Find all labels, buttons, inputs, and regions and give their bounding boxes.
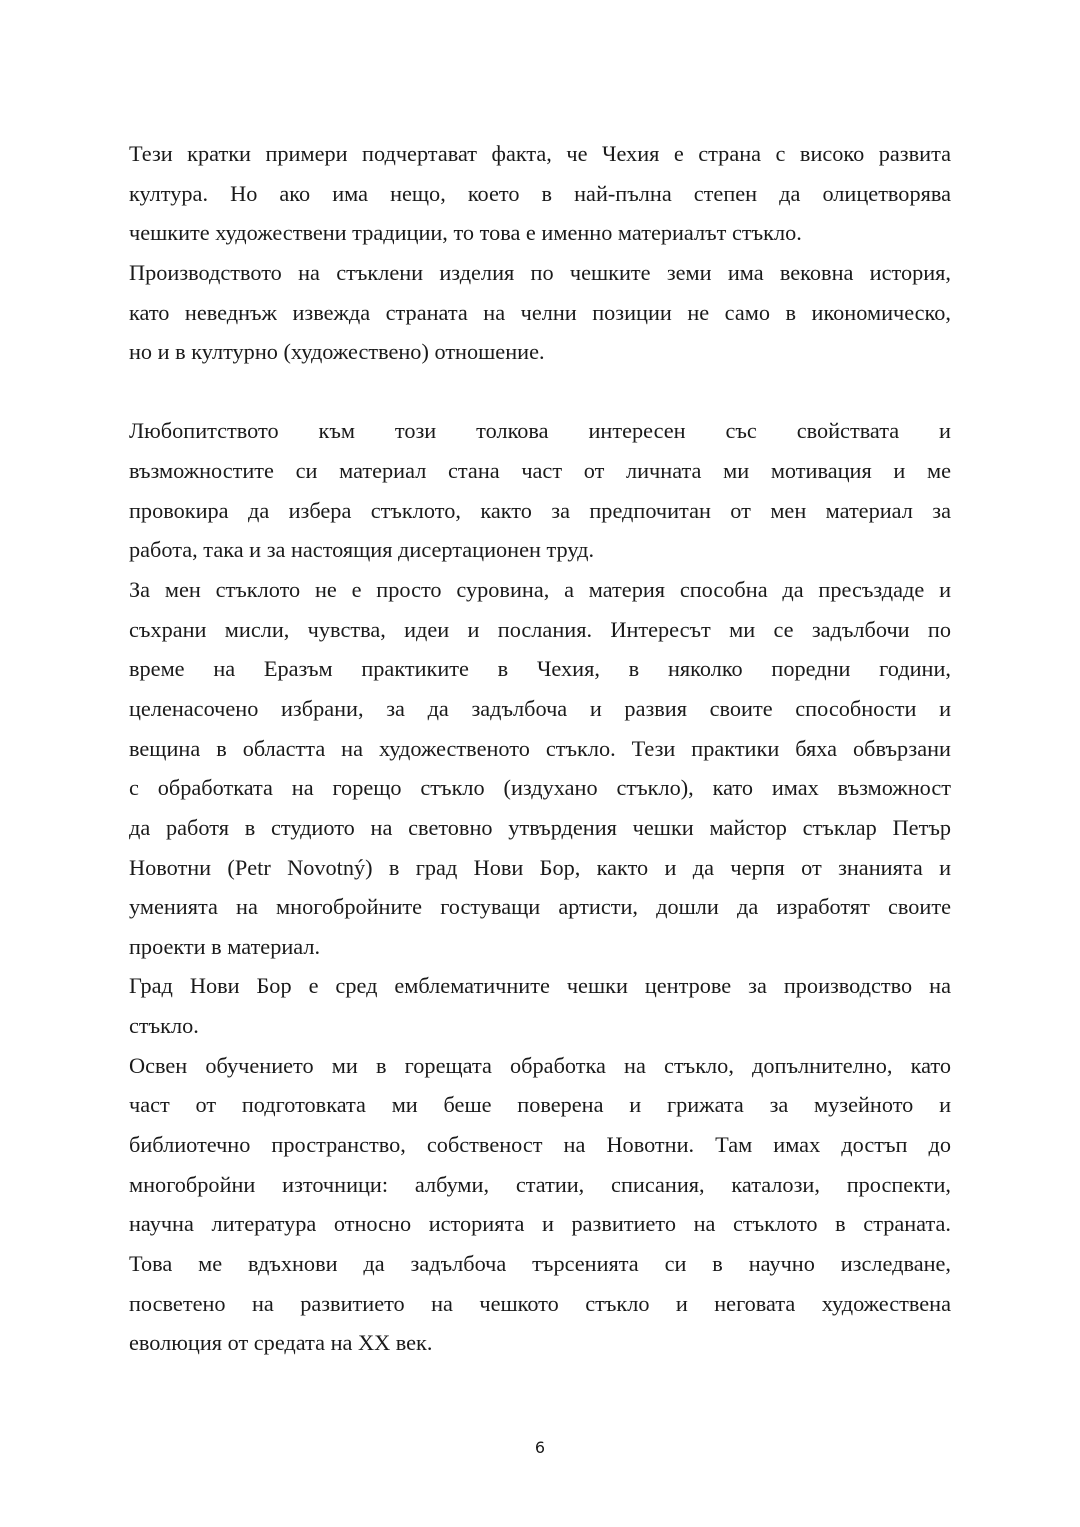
text-line: целенасочено избрани, за да задълбоча и развия своите способности и <box>129 695 951 721</box>
text-line: да работя в студиото на световно утвърдения чешки майстор стъклар Петър <box>129 814 951 840</box>
text-line: част от подготовката ми беше поверена и грижата за музейното и <box>129 1092 951 1118</box>
text-line: многобройни източници: албуми, статии, списания, каталози, проспекти, <box>129 1171 951 1197</box>
text-line: време на Еразъм практиките в Чехия, в няколко поредни години, <box>129 656 951 682</box>
text-line: но и в културно (художествено) отношение. <box>129 339 545 365</box>
text-line: Освен обучението ми в горещата обработка на стъкло, допълнително, като <box>129 1052 951 1078</box>
text-line: с обработката на горещо стъкло (издухано стъкло), като имах възможност <box>129 775 951 801</box>
paragraph-gap <box>129 372 951 412</box>
paragraph-glass-production-history <box>129 253 951 372</box>
paragraph-personal-motivation <box>129 411 951 570</box>
text-line: Любопитството към този толкова интересен със свойствата и <box>129 418 951 444</box>
text-line: работа, така и за настоящия дисертационен труд. <box>129 537 595 563</box>
paragraph-museum-library <box>129 1046 951 1363</box>
text-line: уменията на многобройните гостуващи артисти, дошли да изработят своите <box>129 894 951 920</box>
text-line: стъкло. <box>129 1013 199 1039</box>
text-line: научна литература относно историята и развитието на стъклото в страната. <box>129 1211 951 1237</box>
text-line: библиотечно пространство, собственост на Новотни. Там имах достъп до <box>129 1132 951 1158</box>
text-line: посветено на развитието на чешкото стъкло и неговата художествена <box>129 1290 951 1316</box>
text-line: чешките художествени традиции, то това е именно материалът стъкло. <box>129 220 802 246</box>
text-line: като неведнъж извежда страната на челни позиции не само в икономическо, <box>129 299 951 325</box>
paragraph-novy-bor <box>129 966 951 1045</box>
text-line: За мен стъклото не е просто суровина, а материя способна да пресъздаде и <box>129 577 951 603</box>
text-line: Производството на стъклени изделия по чешките земи има вековна история, <box>129 259 951 285</box>
paragraph-erasmus-practice <box>129 570 951 966</box>
text-line: проекти в материал. <box>129 933 321 959</box>
page-number: 6 <box>534 1438 546 1457</box>
text-line: възможностите си материал стана част от личната ми мотивация и ме <box>129 458 951 484</box>
text-line: Тези кратки примери подчертават факта, че Чехия е страна с високо развита <box>129 141 951 166</box>
text-line: Град Нови Бор е сред емблематичните чешки центрове за производство на <box>129 973 951 999</box>
text-line: еволюция от средата на XX век. <box>129 1330 433 1356</box>
text-line: култура. Но ако има нещо, което в най-пълна степен да олицетворява <box>129 180 951 206</box>
text-line: съхрани мисли, чувства, идеи и послания. Интересът ми се задълбочи по <box>129 616 951 642</box>
paragraph-czech-culture <box>129 134 951 253</box>
text-line: Новотни (Petr Novotný) в град Нови Бор, както и да черпя от знанията и <box>129 854 951 880</box>
document-body <box>129 134 951 1363</box>
text-line: Това ме вдъхнови да задълбоча търсенията си в научно изследване, <box>129 1250 951 1276</box>
text-line: провокира да избера стъклото, както за предпочитан от мен материал за <box>129 497 951 523</box>
text-line: вещина в областта на художественото стъкло. Тези практики бяха обвързани <box>129 735 951 761</box>
